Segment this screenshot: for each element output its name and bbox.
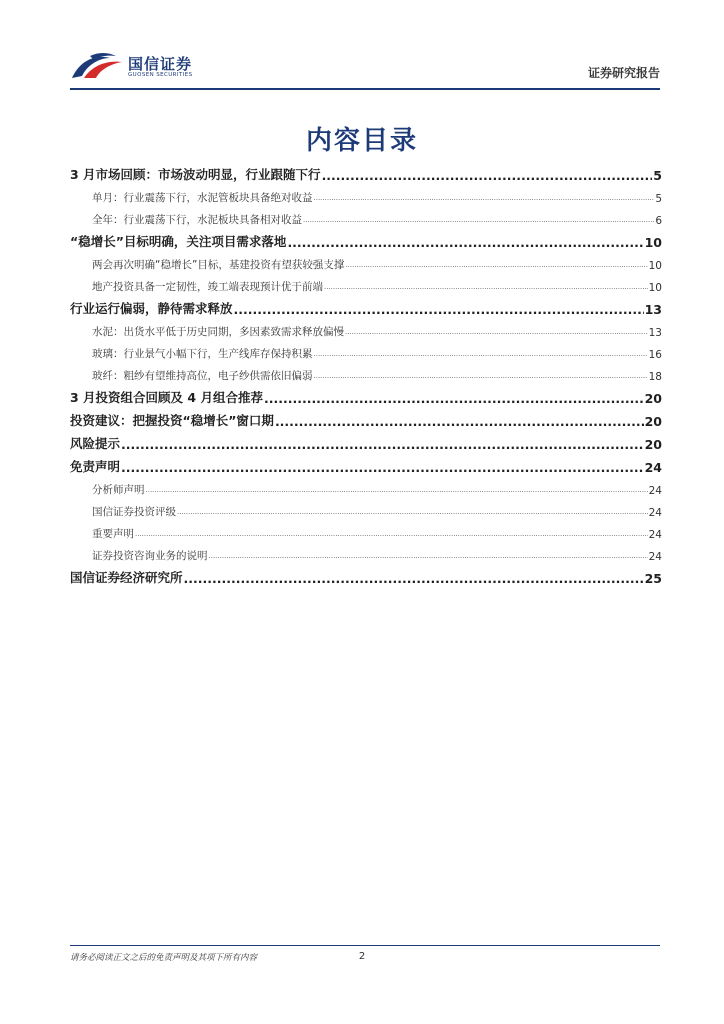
toc-entry[interactable] xyxy=(70,563,662,586)
toc-entry-page: 13 xyxy=(648,327,662,339)
header-divider xyxy=(70,88,660,90)
toc-entry[interactable] xyxy=(70,541,662,563)
toc-entry[interactable] xyxy=(70,339,662,361)
toc-entry-page: 20 xyxy=(644,391,662,406)
toc-entry-title: 投资建议：把握投资“稳增长”窗口期 xyxy=(70,413,274,428)
page-number: 2 xyxy=(358,951,366,962)
toc-entry-page: 24 xyxy=(648,529,662,541)
guosen-logo-icon xyxy=(70,52,124,82)
toc-entry-title: 单月：行业震荡下行，水泥管板块具备绝对收益 xyxy=(92,192,313,204)
toc-entry[interactable] xyxy=(70,183,662,205)
toc-entry-title: 行业运行偏弱，静待需求释放 xyxy=(70,301,233,316)
toc-entry-title: 两会再次明确“稳增长”目标，基建投资有望获较强支撑 xyxy=(92,259,345,271)
page-header xyxy=(70,50,660,86)
toc-entry[interactable] xyxy=(70,361,662,383)
report-type-label: 证券研究报告 xyxy=(587,66,660,80)
toc-entry-title: 3 月市场回顾：市场波动明显，行业跟随下行 xyxy=(70,167,321,182)
toc-entry-title: 重要声明 xyxy=(92,528,134,540)
logo-text-en: GUOSEN SECURITIES xyxy=(128,72,193,78)
toc-entry-title: 证券投资咨询业务的说明 xyxy=(92,550,208,562)
toc-entry-title: 分析师声明 xyxy=(92,484,145,496)
toc-entry[interactable] xyxy=(70,429,662,452)
toc-entry-page: 5 xyxy=(653,168,662,183)
toc-entry-title: 国信证券经济研究所 xyxy=(70,570,183,585)
toc-entry-page: 6 xyxy=(655,215,662,227)
toc-entry-page: 24 xyxy=(644,460,662,475)
table-of-contents xyxy=(70,160,662,586)
toc-entry-title: 免责声明 xyxy=(70,459,121,474)
toc-entry-page: 10 xyxy=(648,282,662,294)
toc-entry[interactable] xyxy=(70,294,662,317)
toc-entry[interactable] xyxy=(70,406,662,429)
toc-entry-page: 16 xyxy=(648,349,662,361)
toc-entry[interactable] xyxy=(70,475,662,497)
toc-entry-page: 5 xyxy=(655,193,662,205)
toc-entry[interactable] xyxy=(70,205,662,227)
toc-entry-title: 风险提示 xyxy=(70,436,121,451)
toc-entry[interactable] xyxy=(70,250,662,272)
toc-entry-page: 24 xyxy=(648,507,662,519)
toc-entry-title: “稳增长”目标明确，关注项目需求落地 xyxy=(70,234,287,249)
toc-entry-page: 20 xyxy=(644,414,662,429)
logo-text-cn: 国信证券 xyxy=(128,55,193,73)
toc-entry-title: 地产投资具备一定韧性，竣工端表现预计优于前端 xyxy=(92,281,323,293)
toc-entry[interactable] xyxy=(70,227,662,250)
footer-divider xyxy=(70,945,660,946)
toc-entry-page: 10 xyxy=(648,260,662,272)
toc-entry-title: 全年：行业震荡下行，水泥板块具备相对收益 xyxy=(92,214,302,226)
toc-entry-title: 水泥：出货水平低于历史同期，多因素致需求释放偏慢 xyxy=(92,326,344,338)
toc-entry-title: 玻纤：粗纱有望维持高位，电子纱供需依旧偏弱 xyxy=(92,370,313,382)
toc-entry-page: 10 xyxy=(644,235,662,250)
toc-entry[interactable] xyxy=(70,317,662,339)
toc-entry[interactable] xyxy=(70,272,662,294)
footer-disclaimer: 请务必阅读正文之后的免责声明及其项下所有内容 xyxy=(70,953,258,963)
toc-entry-page: 20 xyxy=(644,437,662,452)
toc-entry[interactable] xyxy=(70,452,662,475)
toc-entry[interactable] xyxy=(70,383,662,406)
toc-entry-page: 18 xyxy=(648,371,662,383)
toc-entry-title: 3 月投资组合回顾及 4 月组合推荐 xyxy=(70,390,263,405)
toc-entry-page: 13 xyxy=(644,302,662,317)
toc-title: 内容目录 xyxy=(305,126,418,156)
toc-entry[interactable] xyxy=(70,519,662,541)
guosen-logo xyxy=(70,50,210,86)
toc-entry-page: 24 xyxy=(648,551,662,563)
toc-entry-title: 玻璃：行业景气小幅下行，生产线库存保持积累 xyxy=(92,348,313,360)
toc-entry[interactable] xyxy=(70,160,662,183)
toc-entry-page: 25 xyxy=(644,571,662,586)
toc-entry[interactable] xyxy=(70,497,662,519)
toc-entry-page: 24 xyxy=(648,485,662,497)
toc-entry-title: 国信证券投资评级 xyxy=(92,506,176,518)
